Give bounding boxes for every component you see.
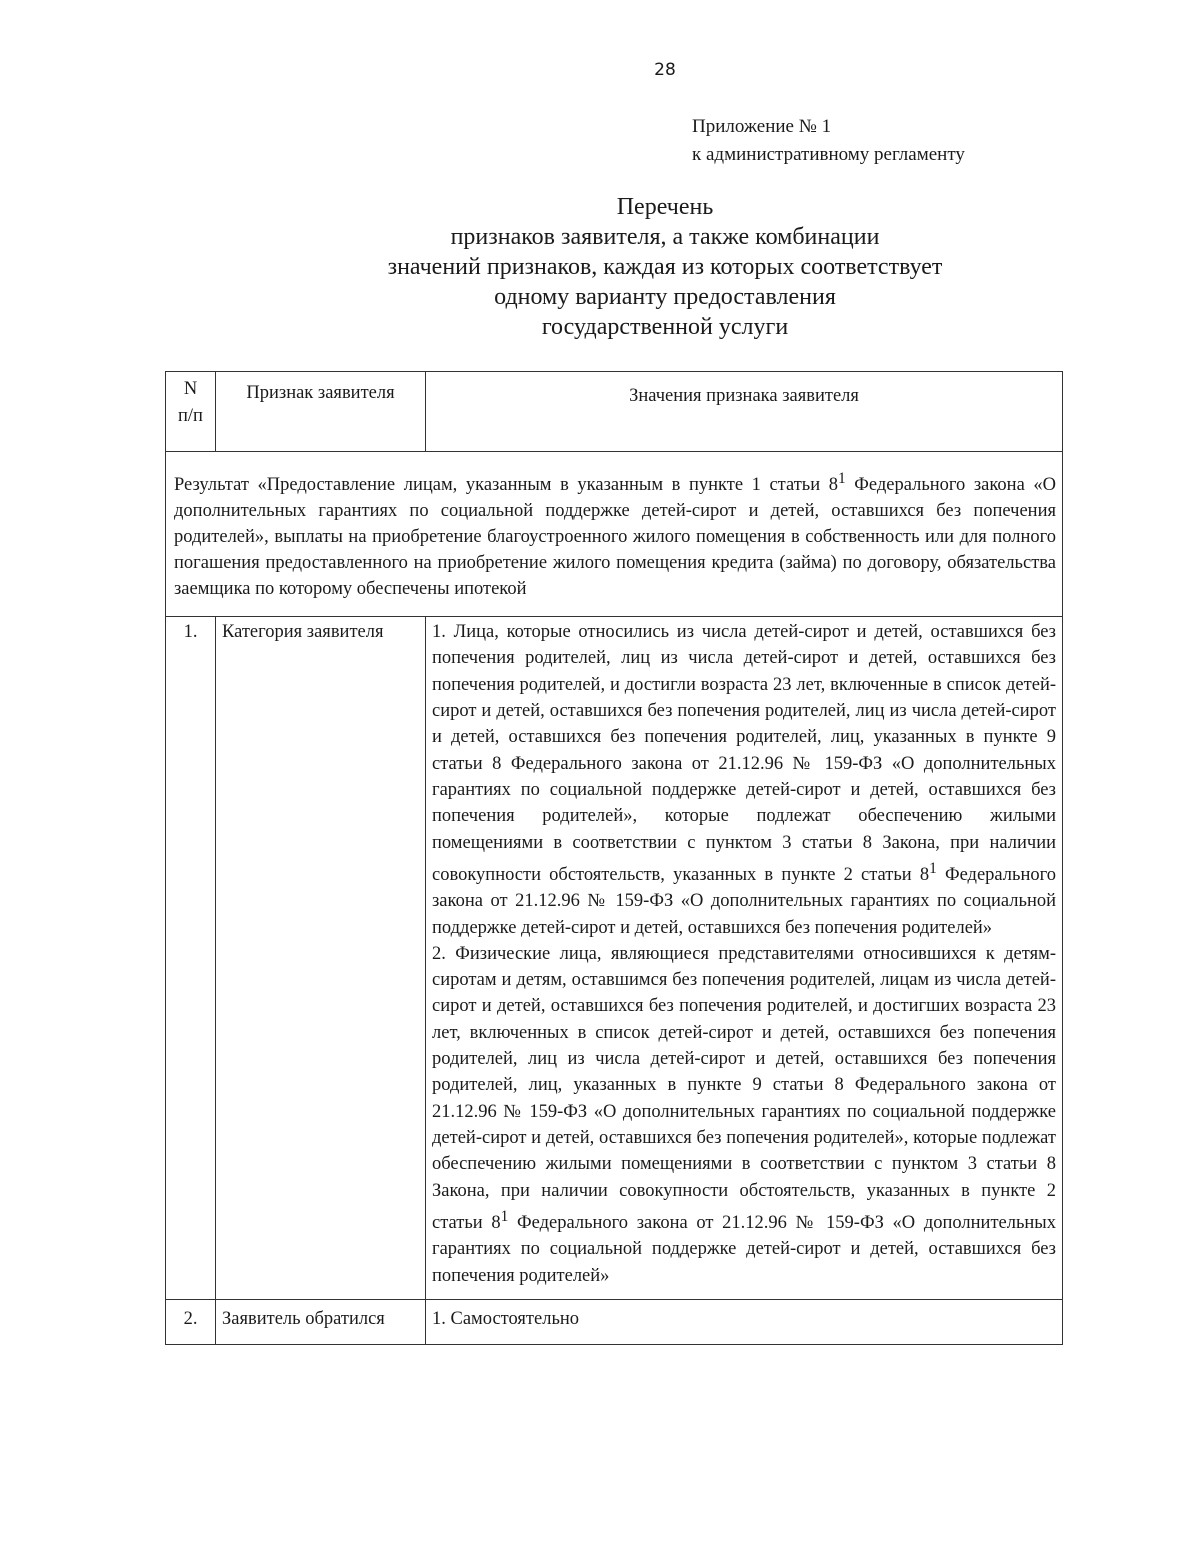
title-line-2: признаков заявителя, а также комбинации bbox=[450, 224, 880, 250]
row-sign: Категория заявителя bbox=[216, 617, 426, 1300]
row-number: 2. bbox=[166, 1299, 216, 1344]
title-line-5: государственной услуги bbox=[541, 314, 789, 340]
result-superscript: 1 bbox=[837, 470, 846, 487]
result-text-part-1: Результат «Предоставление лицам, указанным в указанным в пункте 1 статьи 8 bbox=[174, 475, 838, 496]
value-item-1-part-2: Федерального закона от 21.12.96 № 159-ФЗ «О дополнительных гарантиях по социальной поддержке детей-сирот и детей, оставшихся без попечения родителей» bbox=[432, 864, 1056, 938]
appendix-line-1: Приложение № 1 bbox=[692, 116, 832, 137]
value-item-1 bbox=[432, 619, 1056, 941]
title-line-4: одному варианту предоставления bbox=[494, 284, 836, 310]
appendix-note bbox=[692, 113, 965, 169]
value-item-1-superscript: 1 bbox=[929, 859, 937, 877]
document-title bbox=[300, 192, 1030, 342]
title-line-3: значений признаков, каждая из которых соответствует bbox=[387, 254, 943, 280]
header-number-line-2: п/п bbox=[178, 406, 203, 426]
value-item-1-part-1: 1. Лица, которые относились из числа детей-сирот и детей, оставшихся без попечения родителей, лиц из числа детей-сирот и детей, оставшихся без попечения родителей, и достигли возраста 23 лет, включенные в список детей-сирот и детей, оставшихся без попечения родителей, лиц из числа детей-сирот и детей, оставшихся без попечения родителей, лиц, указанных в пункте 9 статьи 8 Федерального закона от 21.12.96 № 159-ФЗ «О дополнительных гарантиях по социальной поддержке детей-сирот и детей, оставшихся без попечения родителей», которые подлежат обеспечению жилыми помещениями в соответствии с пунктом 3 статьи 8 Закона, при наличии совокупности обстоятельств, указанных в пункте 2 статьи 8 bbox=[432, 622, 1056, 885]
header-number-line-1: N bbox=[183, 379, 198, 399]
value-item-2-superscript: 1 bbox=[500, 1207, 509, 1225]
header-sign: Признак заявителя bbox=[216, 372, 426, 452]
applicant-signs-table bbox=[165, 371, 1063, 1345]
value-item-2-part-2: Федерального закона от 21.12.96 № 159-ФЗ «О дополнительных гарантиях по социальной поддержке детей-сирот и детей, оставшихся без попечения родителей» bbox=[432, 1213, 1056, 1286]
result-row bbox=[166, 452, 1063, 617]
value-item-2-part-1: 2. Физические лица, являющиеся представителями относившихся к детям-сиротам и детям, оставшимся без попечения родителей, лицам из числа детей-сирот и детей, оставшихся без попечения родителей, и достигших возраста 23 лет, включенных в список детей-сирот и детей, оставшихся без попечения родителей, лиц из числа детей-сирот и детей, оставшихся без попечения родителей, лиц, указанных в пункте 9 статьи 8 Федерального закона от 21.12.96 № 159-ФЗ «О дополнительных гарантиях по социальной поддержке детей-сирот и детей, оставшихся без попечения родителей», которые подлежат обеспечению жилыми помещениями в соответствии с пунктом 3 статьи 8 Закона, при наличии совокупности обстоятельств, указанных в пункте 2 статьи 8 bbox=[432, 943, 1056, 1233]
value-item-2 bbox=[432, 941, 1056, 1289]
result-text-part-2: Федерального закона «О дополнительных гарантиях по социальной поддержке детей-сирот и детей, оставшихся без попечения родителей», выплаты на приобретение благоустроенного жилого помещения в собственность или для полного погашения предоставленного на приобретение жилого помещения кредита (займа) по договору, обязательства заемщика по которому обеспечены ипотекой bbox=[174, 475, 1056, 600]
row-values bbox=[426, 617, 1063, 1300]
result-cell bbox=[166, 452, 1063, 617]
row-number: 1. bbox=[166, 617, 216, 1300]
header-number bbox=[166, 372, 216, 452]
appendix-line-2: к административному регламенту bbox=[692, 144, 965, 165]
title-line-1: Перечень bbox=[616, 194, 714, 220]
table-row bbox=[166, 617, 1063, 1300]
header-values: Значения признака заявителя bbox=[426, 372, 1063, 452]
table-row bbox=[166, 1299, 1063, 1344]
row-values: 1. Самостоятельно bbox=[426, 1299, 1063, 1344]
table-header-row bbox=[166, 372, 1063, 452]
page-number: 28 bbox=[654, 60, 676, 80]
row-sign: Заявитель обратился bbox=[216, 1299, 426, 1344]
